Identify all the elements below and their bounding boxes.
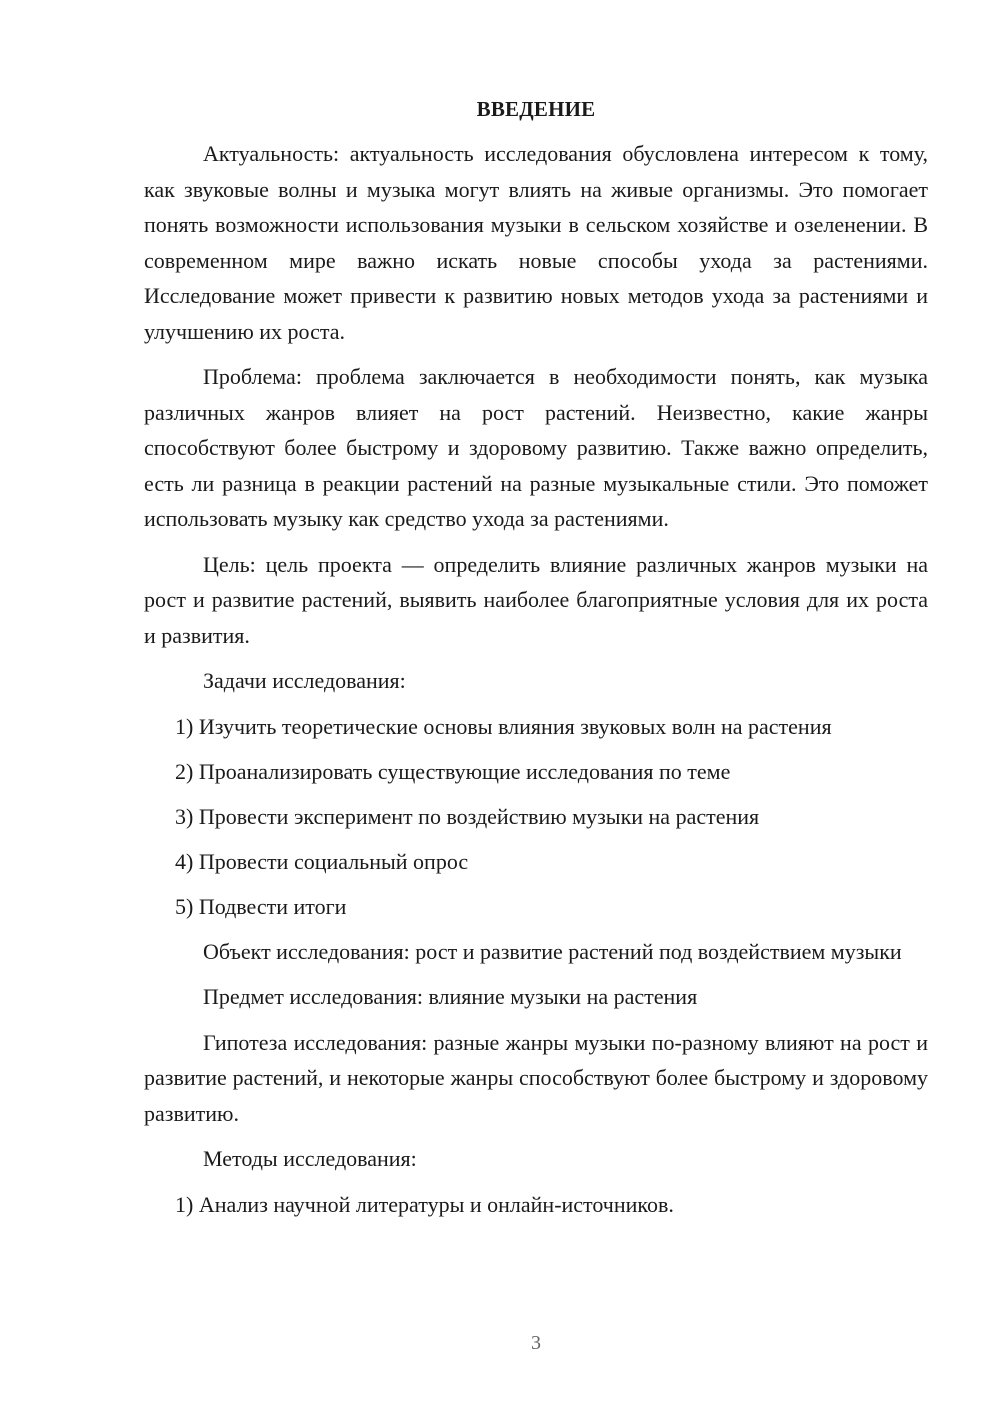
list-item: 2) Проанализировать существующие исследования по теме — [175, 758, 731, 784]
list-item: 1) Анализ научной литературы и онлайн-источников. — [175, 1191, 674, 1217]
list-item: 4) Провести социальный опрос — [175, 848, 469, 874]
list-item: 5) Подвести итоги — [175, 893, 347, 919]
subject-paragraph: Предмет исследования: влияние музыки на растения — [203, 984, 698, 1009]
relevance-paragraph: Актуальность: актуальность исследования обусловлена интересом к тому, как звуковые волны и музыка могут влиять на живые организмы. Это помогает понять возможности использования музыки в сельском хозяйстве и озеленении. В современном мире важно искать новые способы ухода за растениями. Исследование может привести к развитию новых методов ухода за растениями и улучшению их роста. — [144, 141, 928, 344]
list-item: 3) Провести эксперимент по воздействию музыки на растения — [175, 803, 760, 829]
tasks-list — [144, 709, 928, 925]
tasks-title: Задачи исследования: — [203, 668, 406, 693]
page-title: ВВЕДЕНИЕ — [476, 97, 596, 121]
hypothesis-paragraph: Гипотеза исследования: разные жанры музыки по-разному влияют на рост и развитие растений, и некоторые жанры способствуют более быстрому и здоровому развитию. — [144, 1029, 928, 1126]
list-item: 1) Изучить теоретические основы влияния звуковых волн на растения — [175, 713, 832, 739]
page-number: 3 — [531, 1332, 541, 1354]
object-paragraph: Объект исследования: рост и развитие растений под воздействием музыки — [203, 938, 902, 964]
methods-title: Методы исследования: — [203, 1146, 417, 1171]
document-page — [144, 94, 928, 1232]
methods-list — [144, 1187, 928, 1223]
problem-paragraph: Проблема: проблема заключается в необходимости понять, как музыка различных жанров влияет на рост растений. Неизвестно, какие жанры способствуют более быстрому и здоровому развитию. Также важно определить, есть ли разница в реакции растений на разные музыкальные стили. Это поможет использовать музыку как средство ухода за растениями. — [144, 364, 928, 531]
goal-paragraph: Цель: цель проекта — определить влияние различных жанров музыки на рост и развитие растений, выявить наиболее благоприятные условия для их роста и развития. — [144, 551, 928, 648]
